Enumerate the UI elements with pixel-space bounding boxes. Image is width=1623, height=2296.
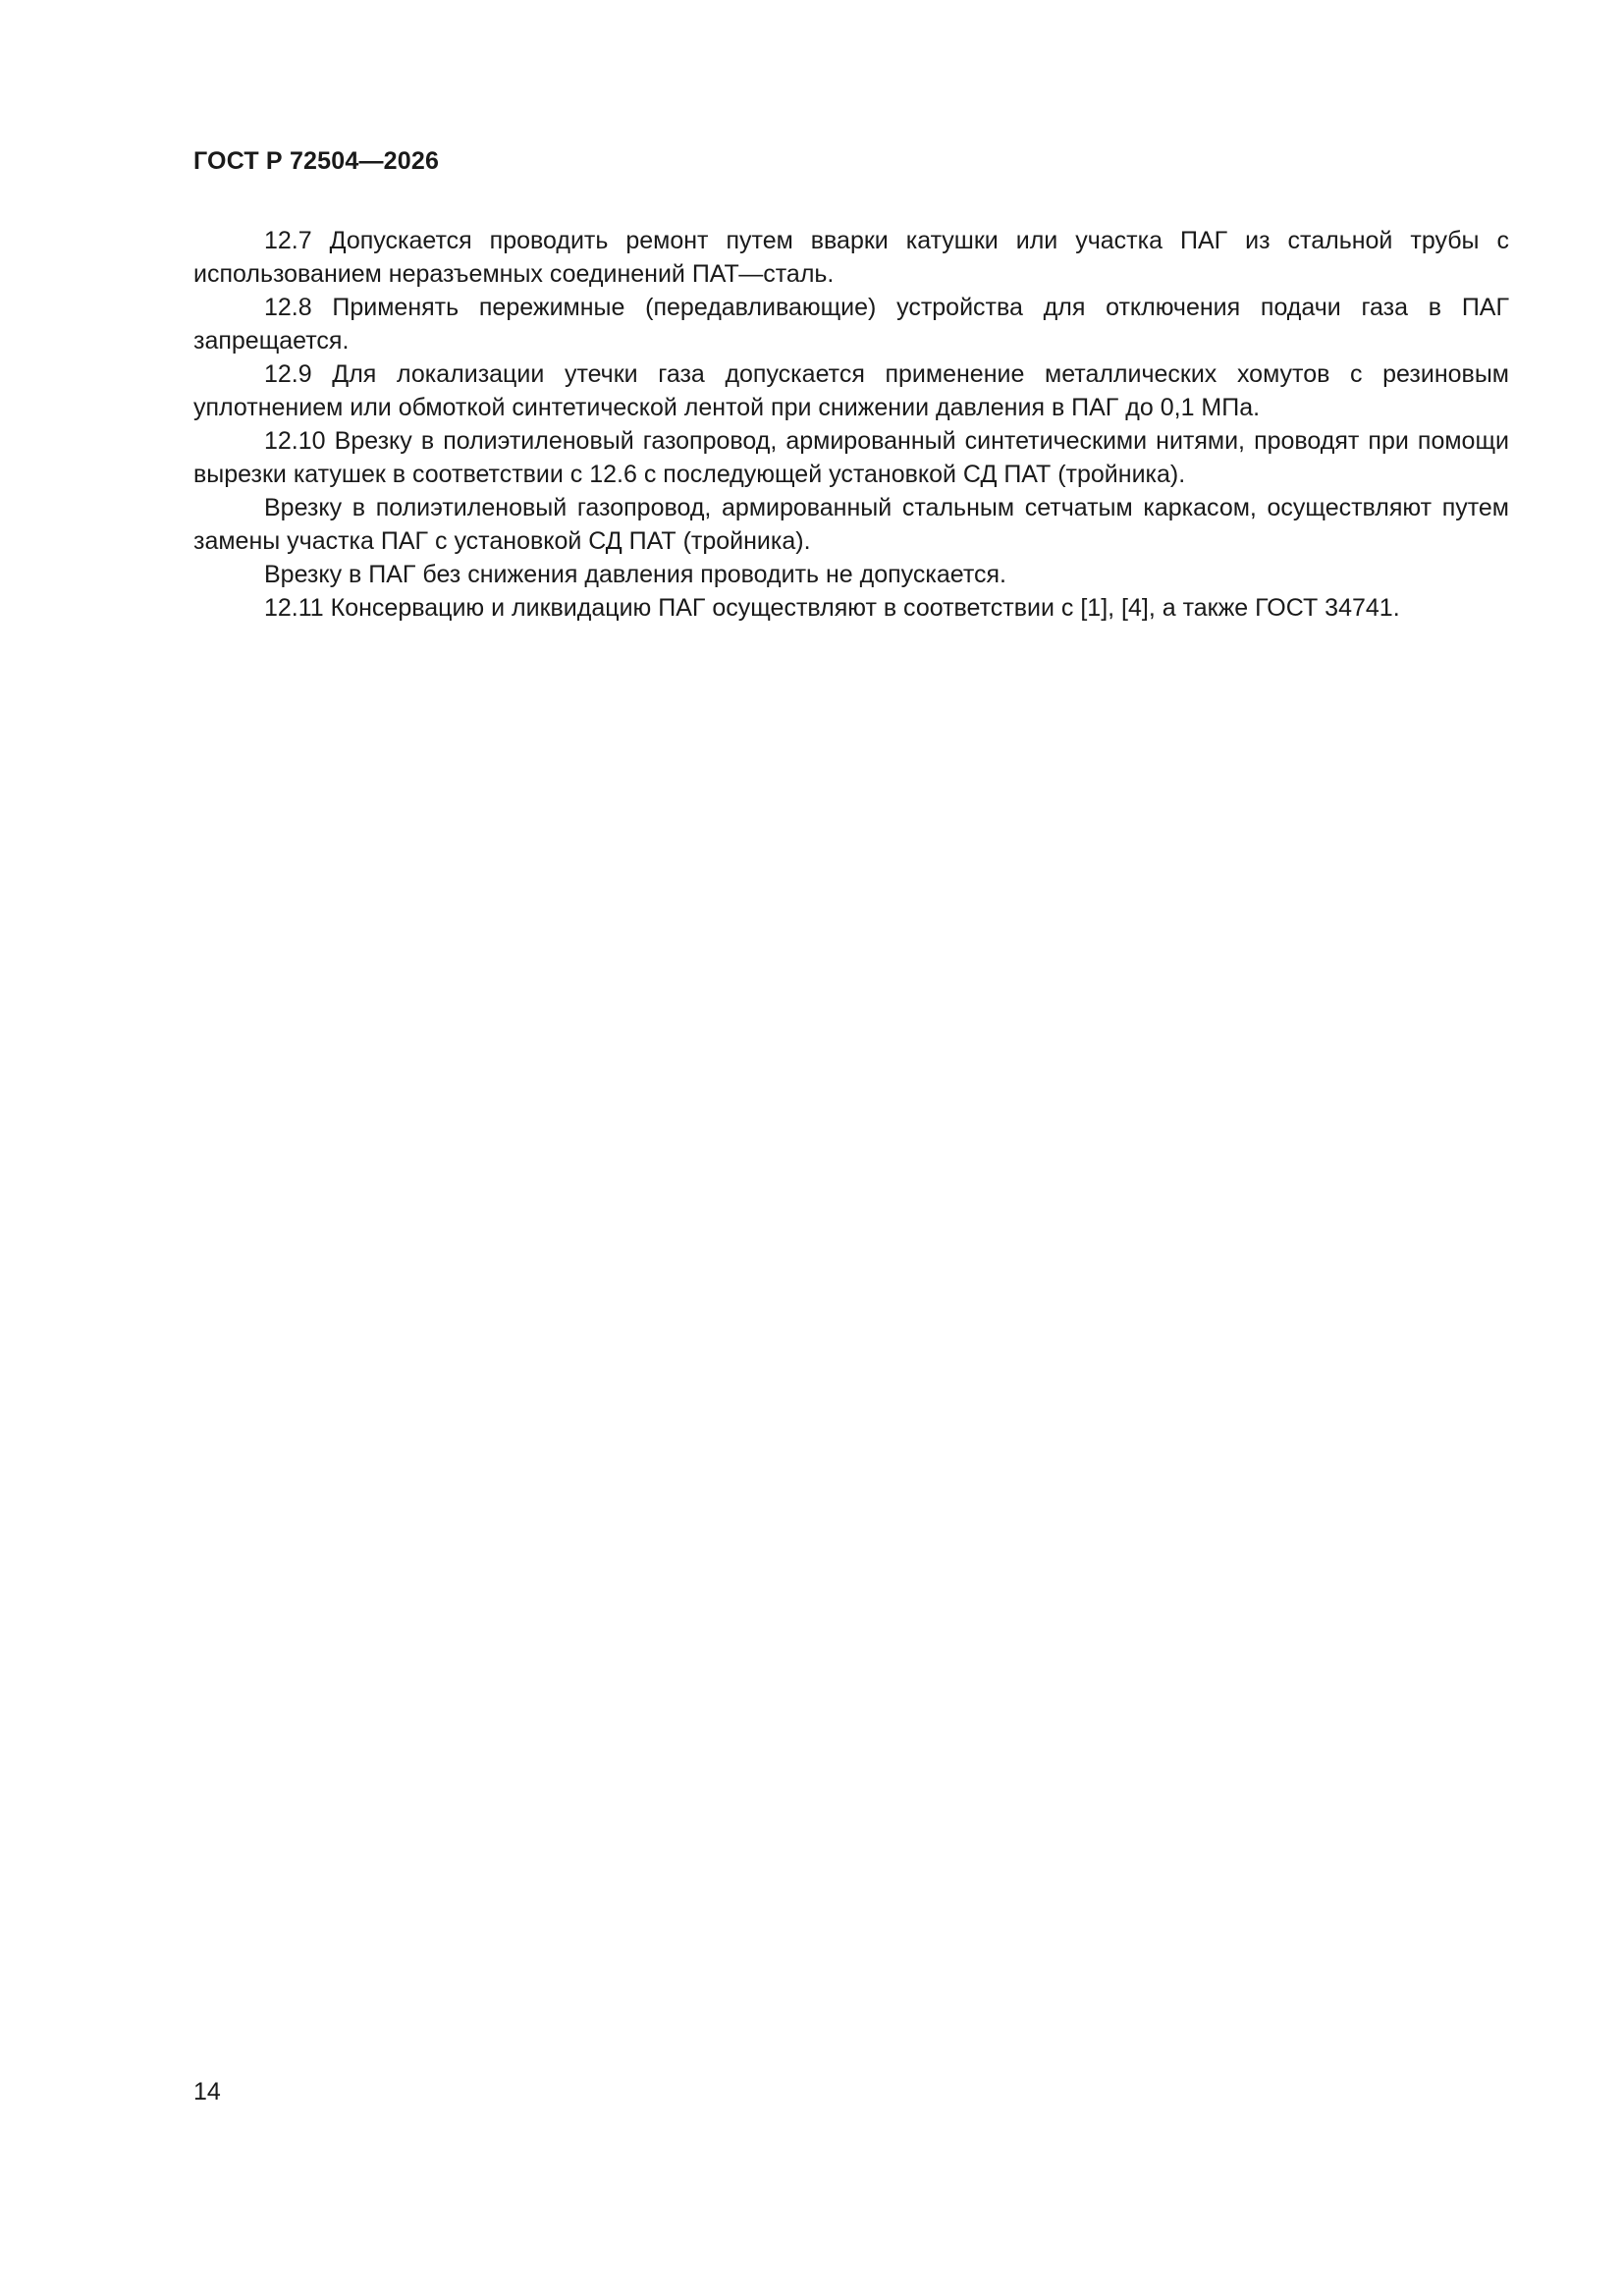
paragraph-12-10: 12.10 Врезку в полиэтиленовый газопровод, армированный синтетическими нитями, проводят при помощи вырезки катушек в соответствии с 12.6 с последующей установкой СД ПАТ (тройника).: [193, 427, 1509, 488]
paragraph-12-8: 12.8 Применять пережимные (передавливающие) устройства для отключения подачи газа в ПАГ запрещается.: [193, 294, 1509, 355]
paragraph-12-9: 12.9 Для локализации утечки газа допускается применение металлических хомутов с резиновым уплотнением или обмоткой синтетической лентой при снижении давления в ПАГ до 0,1 МПа.: [193, 360, 1509, 421]
paragraph-12-10-restriction: Врезку в ПАГ без снижения давления проводить не допускается.: [264, 561, 1007, 588]
paragraph-12-11: 12.11 Консервацию и ликвидацию ПАГ осуществляют в соответствии с [1], [4], а также ГОСТ 34741.: [264, 594, 1400, 622]
paragraph-12-7: 12.7 Допускается проводить ремонт путем вварки катушки или участка ПАГ из стальной трубы с использованием неразъемных соединений ПАТ—сталь.: [193, 227, 1509, 288]
document-header: ГОСТ Р 72504—2026: [193, 147, 440, 175]
document-body: [193, 224, 1509, 625]
paragraph-12-10-continued: Врезку в полиэтиленовый газопровод, армированный стальным сетчатым каркасом, осуществляют путем замены участка ПАГ с установкой СД ПАТ (тройника).: [193, 494, 1509, 555]
page-number: 14: [193, 2078, 221, 2105]
